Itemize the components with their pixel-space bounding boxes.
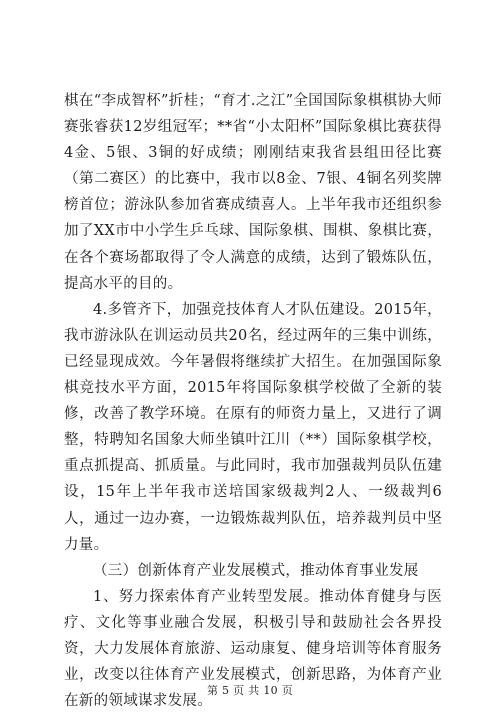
document-body [64, 88, 442, 714]
paragraph-competition-results: 棋在“李成智杯”折桂；“育才.之江”全国国际象棋棋协大师赛张睿获12岁组冠军；**省“小太阳杯”国际象棋比赛获得4金、5银、3铜的好成绩；刚刚结束我省县组田径比赛（第二赛区）的比赛中，我市以8金、7银、4铜名列奖牌榜首位；游泳队参加省赛成绩喜人。上半年我市还组织参加了XX市中小学生乒乓球、国际象棋、围棋、象棋比赛，在各个赛场都取得了令人满意的成绩，达到了锻炼队伍，提高水平的目的。 [64, 93, 442, 292]
paragraph-talent-team-building: 4.多管齐下，加强竞技体育人才队伍建设。2015年，我市游泳队在训运动员共20名，经过两年的三集中训练，已经显现成效。今年暑假将继续扩大招生。在加强国际象棋竞技水平方面，2015年将国际象棋学校做了全新的装修，改善了教学环境。在原有的师资力量上，又进行了调整，特聘知名国象大师坐镇叶江川（**）国际象棋学校，重点抓提高、抓质量。与此同时，我市加强裁判员队伍建设，15年上半年我市送培国家级裁判2人、一级裁判6人，通过一边办赛，一边锻炼裁判队伍，培养裁判员中坚力量。 [64, 301, 442, 553]
page-number-footer: 第 5 页 共 10 页 [206, 684, 294, 697]
section-heading-sports-industry: （三）创新体育产业发展模式，推动体育事业发展 [93, 562, 419, 579]
paragraph-industry-transformation: 1、努力探索体育产业转型发展。推动体育健身与医疗、文化等事业融合发展，积极引导和鼓励社会各界投资，大力发展体育旅游、运动康复、健身培训等体育服务业，改变以往体育产业发展模式，创新思路，为体育产业在新的领域谋求发展。 [64, 588, 442, 710]
